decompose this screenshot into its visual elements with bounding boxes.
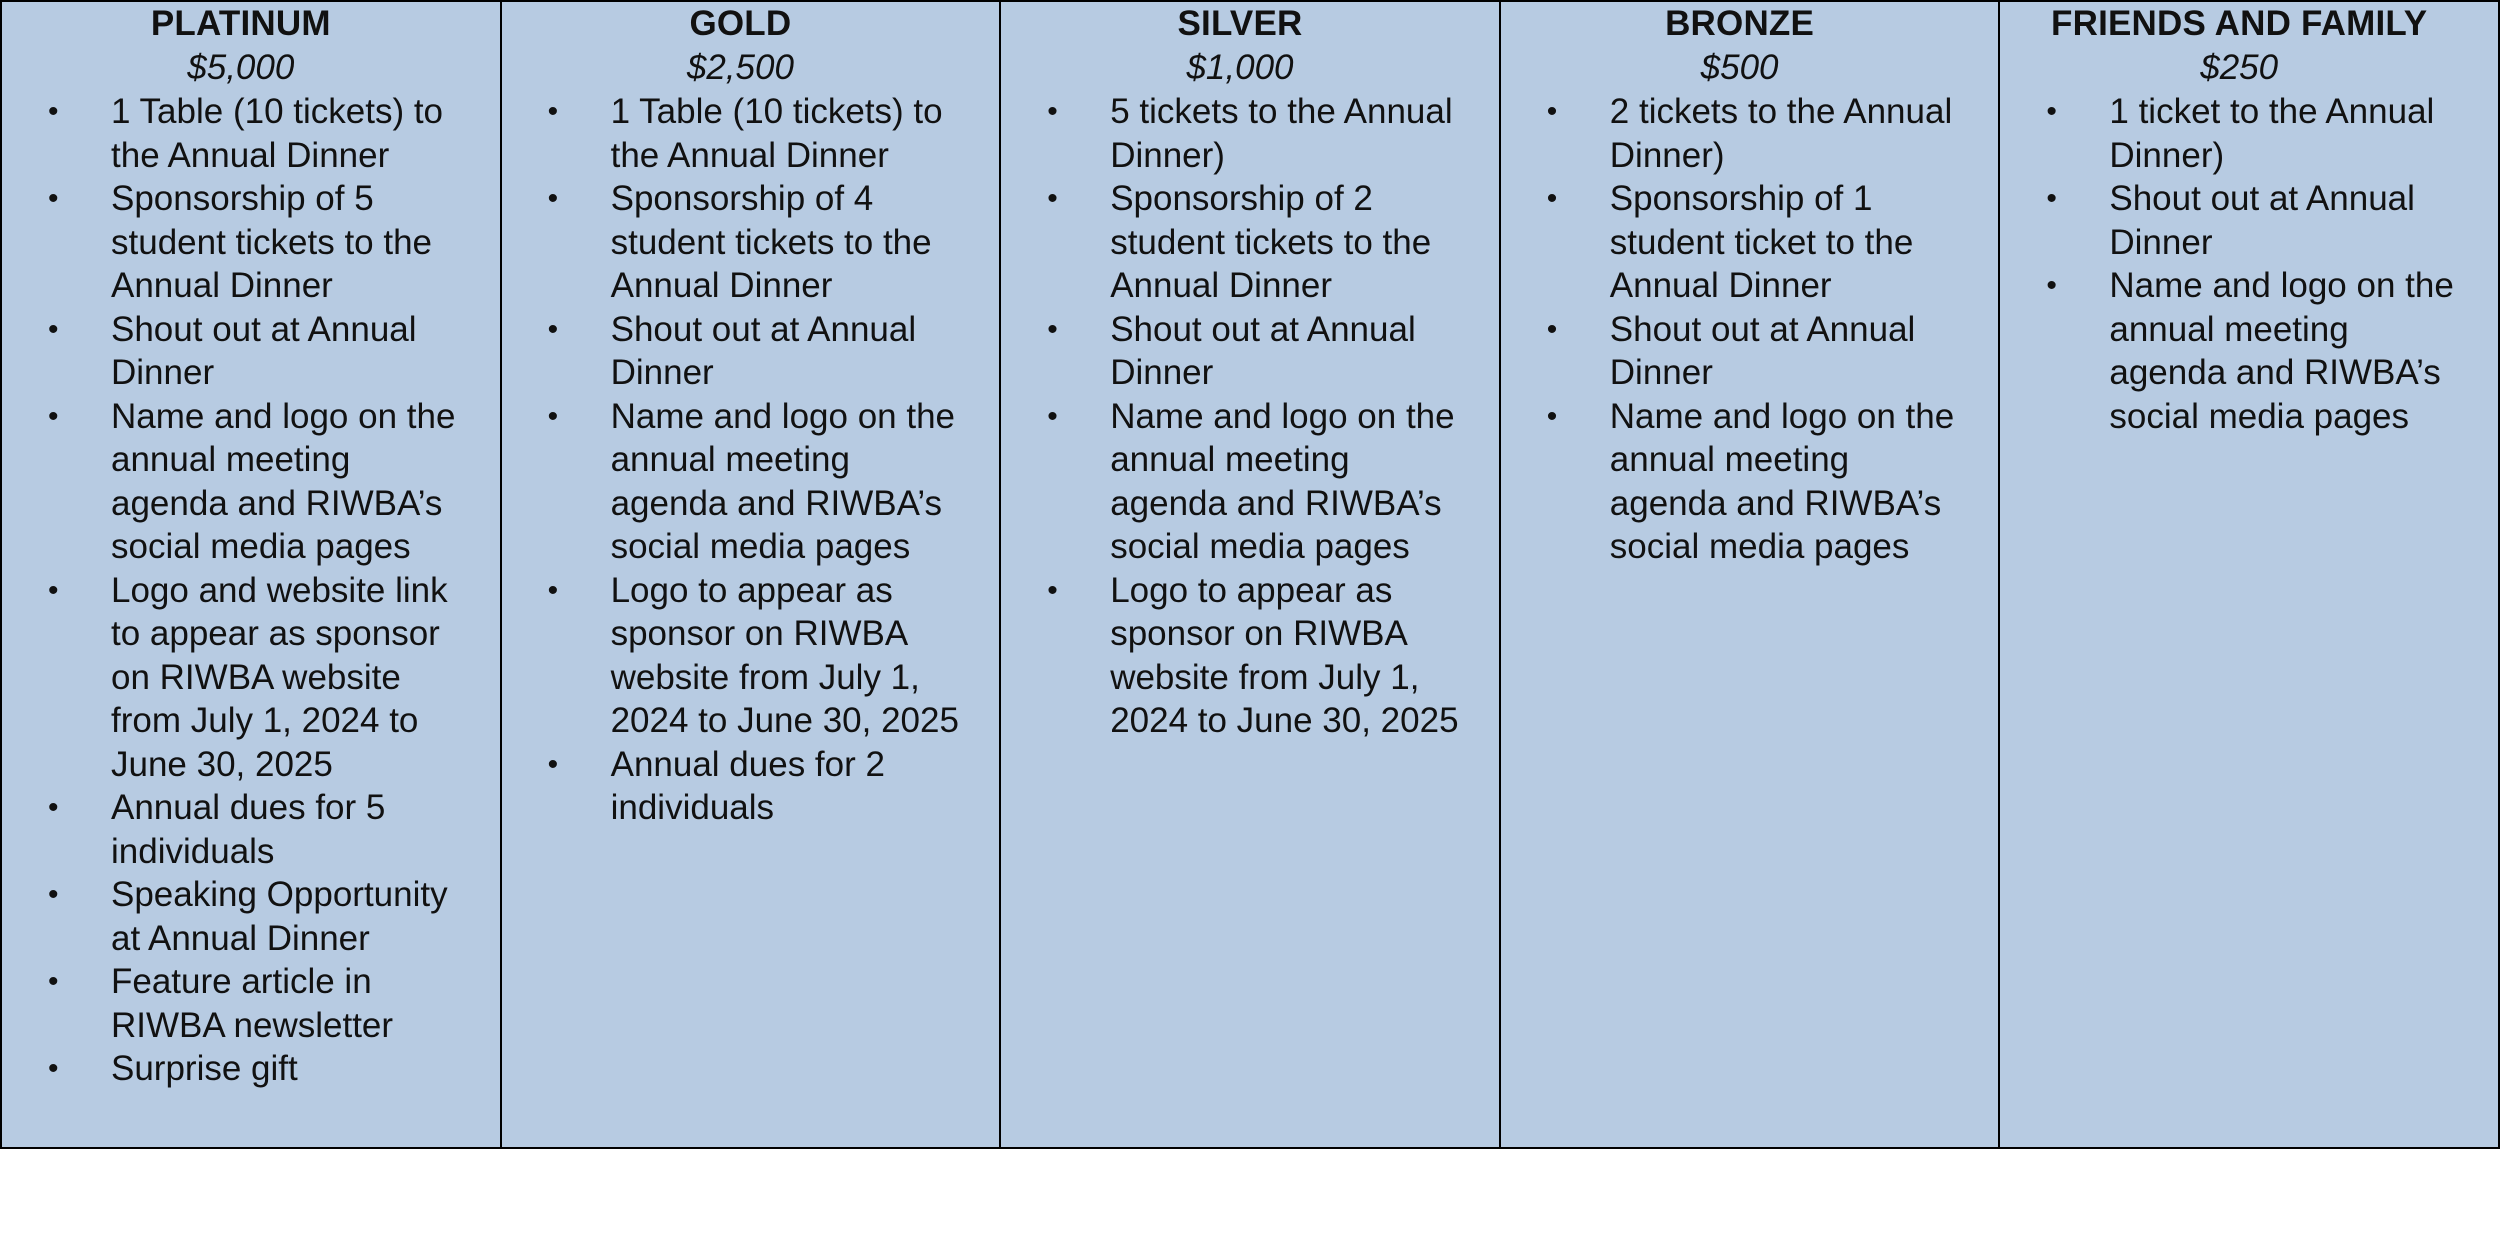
- tier-price: $250: [2200, 48, 2279, 87]
- benefit-text: Annual dues for 5 individuals: [111, 788, 386, 871]
- benefit-item: [1501, 177, 1979, 308]
- benefit-text: 5 tickets to the Annual Dinner): [1110, 92, 1453, 175]
- tier-name: SILVER: [1177, 4, 1303, 43]
- tier-price: $2,500: [686, 48, 794, 87]
- benefit-text: Speaking Opportunity at Annual Dinner: [111, 875, 448, 958]
- benefit-text: Shout out at Annual Dinner: [2109, 179, 2415, 262]
- tier-price: $500: [1700, 48, 1779, 87]
- benefit-list: [2000, 90, 2478, 438]
- tier-silver: [999, 2, 1499, 1147]
- tier-name: FRIENDS AND FAMILY: [2051, 4, 2428, 43]
- benefit-item: [502, 743, 980, 830]
- benefit-item: [502, 395, 980, 569]
- tier-platinum: [2, 2, 500, 1147]
- benefit-item: [2, 873, 480, 960]
- benefit-item: [2, 177, 480, 308]
- benefit-list: [1501, 90, 1979, 569]
- bullet-icon: •: [2046, 95, 2057, 128]
- benefit-text: Feature article in RIWBA newsletter: [111, 962, 394, 1045]
- bullet-icon: •: [1546, 95, 1558, 128]
- benefit-item: [2, 90, 480, 177]
- benefit-item: [2, 1047, 480, 1091]
- benefit-item: [1001, 90, 1479, 177]
- benefit-text: Shout out at Annual Dinner: [111, 309, 417, 392]
- bullet-icon: •: [2046, 269, 2057, 302]
- tier-bronze: [1499, 2, 1999, 1147]
- bullet-icon: •: [547, 312, 559, 346]
- benefit-item: [1001, 569, 1479, 743]
- bullet-icon: •: [2046, 182, 2057, 215]
- benefit-item: [502, 90, 980, 177]
- benefit-text: 1 ticket to the Annual Dinner): [2109, 92, 2435, 175]
- bullet-icon: •: [48, 1052, 59, 1085]
- benefit-item: [502, 177, 980, 308]
- bullet-icon: •: [48, 791, 59, 824]
- bullet-icon: •: [1546, 182, 1558, 215]
- benefit-item: [2, 786, 480, 873]
- benefit-text: 1 Table (10 tickets) to the Annual Dinner: [610, 92, 943, 175]
- bullet-icon: •: [48, 965, 59, 998]
- bullet-icon: •: [547, 747, 559, 781]
- bullet-icon: •: [547, 95, 559, 128]
- benefit-item: [502, 569, 980, 743]
- benefit-text: Shout out at Annual Dinner: [1110, 309, 1416, 392]
- benefit-list: [502, 90, 980, 830]
- benefit-item: [2000, 264, 2478, 438]
- benefit-item: [2, 569, 480, 787]
- tier-price: $1,000: [1186, 48, 1294, 87]
- benefit-text: Surprise gift: [111, 1049, 298, 1088]
- benefit-text: 1 Table (10 tickets) to the Annual Dinner: [111, 92, 444, 175]
- tier-friends-and-family: [1998, 2, 2498, 1147]
- benefit-text: Sponsorship of 4 student tickets to the Annual Dinner: [610, 179, 932, 305]
- bullet-icon: •: [1047, 573, 1058, 607]
- bullet-icon: •: [547, 573, 559, 607]
- benefit-item: [502, 308, 980, 395]
- bullet-icon: •: [48, 399, 59, 433]
- bullet-icon: •: [1047, 182, 1058, 215]
- bullet-icon: •: [1546, 399, 1558, 433]
- tier-name: PLATINUM: [150, 4, 331, 43]
- bullet-icon: •: [1047, 312, 1058, 346]
- bullet-icon: •: [48, 95, 59, 128]
- benefit-text: Logo and website link to appear as sponsor on RIWBA website from July 1, 2024 to June 30, 2025: [111, 570, 448, 784]
- bullet-icon: •: [48, 878, 59, 911]
- bullet-icon: •: [547, 182, 559, 215]
- benefit-item: [1001, 308, 1479, 395]
- tier-name: BRONZE: [1665, 4, 1815, 43]
- benefit-text: Name and logo on the annual meeting agenda and RIWBA’s social media pages: [1609, 396, 1955, 566]
- benefit-text: Name and logo on the annual meeting agenda and RIWBA’s social media pages: [111, 396, 456, 566]
- benefit-item: [1501, 395, 1979, 569]
- benefit-text: Shout out at Annual Dinner: [610, 309, 917, 392]
- benefit-text: Logo to appear as sponsor on RIWBA website from July 1, 2024 to June 30, 2025: [1110, 570, 1459, 740]
- benefit-item: [1501, 90, 1979, 177]
- tier-price: $5,000: [187, 48, 295, 87]
- benefit-item: [2000, 90, 2478, 177]
- benefit-text: Logo to appear as sponsor on RIWBA website from July 1, 2024 to June 30, 2025: [610, 570, 959, 740]
- benefit-text: Annual dues for 2 individuals: [610, 744, 885, 827]
- benefit-text: Sponsorship of 2 student tickets to the Annual Dinner: [1110, 179, 1432, 305]
- tier-gold: [500, 2, 1000, 1147]
- bullet-icon: •: [48, 573, 59, 607]
- benefit-item: [2, 395, 480, 569]
- benefit-item: [1501, 308, 1979, 395]
- benefit-text: Name and logo on the annual meeting agenda and RIWBA’s social media pages: [2109, 266, 2454, 436]
- benefit-list: [1001, 90, 1479, 743]
- bullet-icon: •: [547, 399, 559, 433]
- benefit-text: Name and logo on the annual meeting agenda and RIWBA’s social media pages: [610, 396, 956, 566]
- benefit-text: Shout out at Annual Dinner: [1609, 309, 1916, 392]
- benefit-item: [2, 960, 480, 1047]
- benefit-item: [2, 308, 480, 395]
- benefit-text: Sponsorship of 1 student ticket to the Annual Dinner: [1609, 179, 1914, 305]
- benefit-list: [2, 90, 480, 1091]
- bullet-icon: •: [48, 312, 59, 346]
- bullet-icon: •: [1047, 399, 1058, 433]
- bullet-icon: •: [1546, 312, 1558, 346]
- bullet-icon: •: [1047, 95, 1058, 128]
- benefit-text: Sponsorship of 5 student tickets to the Annual Dinner: [111, 179, 433, 305]
- benefit-item: [2000, 177, 2478, 264]
- tier-name: GOLD: [689, 4, 792, 43]
- benefit-text: 2 tickets to the Annual Dinner): [1609, 92, 1953, 175]
- bullet-icon: •: [48, 182, 59, 215]
- benefit-text: Name and logo on the annual meeting agenda and RIWBA’s social media pages: [1110, 396, 1455, 566]
- benefit-item: [1001, 177, 1479, 308]
- benefit-item: [1001, 395, 1479, 569]
